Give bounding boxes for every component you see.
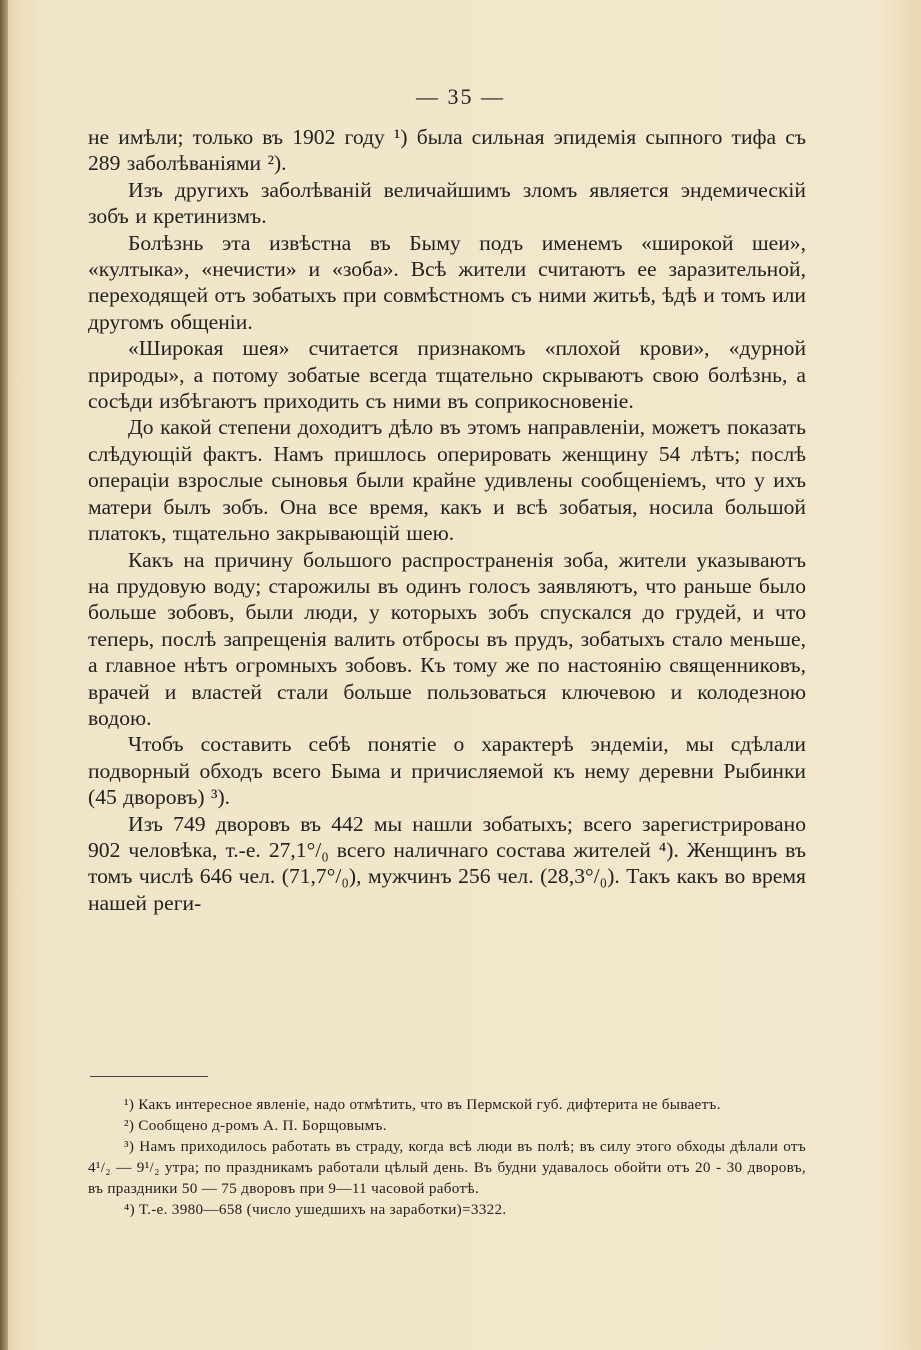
- page-number: — 35 —: [416, 84, 505, 109]
- footnote-4: ⁴) Т.-е. 3980—658 (число ушедшихъ на заработки)=3322.: [124, 1201, 507, 1218]
- footnotes: [88, 1094, 806, 1220]
- paragraph-3: Болѣзнь эта извѣстна въ Быму подъ именемъ «широкой шеи», «култыка», «нечисти» и «зоба». Всѣ жители считаютъ ее заразительной, переходящей отъ зобатыхъ при совмѣстномъ съ ними житьѣ, ѣдѣ и томъ или другомъ общеніи.: [88, 230, 806, 334]
- footnote-3: ³) Намъ приходилось работать въ страду, когда всѣ люди въ полѣ; въ силу этого обходы дѣлали отъ 4¹/₂ — 9¹/₂ утра; по праздникамъ работали цѣлый день. Въ будни удавалось обойти отъ 20 - 30 дворовъ, въ праздники 50 — 75 дворовъ при 9—11 часовой работѣ.: [88, 1138, 806, 1197]
- main-text: [88, 124, 806, 916]
- paragraph-4: «Широкая шея» считается признакомъ «плохой крови», «дурной природы», а потому зобатые всегда тщательно скрываютъ свою болѣзнь, а сосѣди избѣгаютъ приходить съ ними въ соприкосновеніе.: [88, 336, 806, 414]
- paragraph-6: Какъ на причину большого распространенія зоба, жители указываютъ на прудовую воду; старожилы въ одинъ голосъ заявляютъ, что раньше было больше зобовъ, были люди, у которыхъ зобъ спускался до грудей, и что теперь, послѣ запрещенія валить отбросы въ прудъ, зобатыхъ стало меньше, а главное нѣтъ огромныхъ зобовъ. Къ тому же по настоянію священниковъ, врачей и властей стали больше пользоваться ключевою и колодезною водою.: [88, 547, 806, 730]
- footnote-2: ²) Сообщено д-ромъ А. П. Борщовымъ.: [124, 1117, 387, 1134]
- paragraph-2: Изъ другихъ заболѣваній величайшимъ зломъ является эндемическій зобъ и кретинизмъ.: [88, 177, 806, 229]
- footnote-divider: [90, 1076, 208, 1077]
- paragraph-1: не имѣли; только въ 1902 году ¹) была сильная эпидемія сыпного тифа съ 289 заболѣваніями ²).: [88, 125, 806, 176]
- paragraph-8: Изъ 749 дворовъ въ 442 мы нашли зобатыхъ; всего зарегистрировано 902 человѣка, т.-е. 27,1°/₀ всего наличнаго состава жителей ⁴). Женщинъ въ томъ числѣ 646 чел. (71,7°/₀), мужчинъ 256 чел. (28,3°/₀). Такъ какъ во время нашей реги-: [88, 811, 806, 915]
- footnote-1: ¹) Какъ интересное явленіе, надо отмѣтить, что въ Пермской губ. дифтерита не бываетъ.: [124, 1096, 721, 1113]
- paragraph-5: До какой степени доходитъ дѣло въ этомъ направленіи, можетъ показать слѣдующій фактъ. Намъ пришлось оперировать женщину 54 лѣтъ; послѣ операціи взрослые сыновья были крайне удивлены сообщеніемъ, что у ихъ матери былъ зобъ. Она все время, какъ и всѣ зобатыя, носила большой платокъ, тщательно закрывающій шею.: [88, 415, 806, 546]
- paragraph-7: Чтобъ составить себѣ понятіе о характерѣ эндеміи, мы сдѣлали подворный обходъ всего Быма и причисляемой къ нему деревни Рыбинки (45 дворовъ) ³).: [88, 732, 806, 810]
- binding-edge: [0, 0, 8, 1350]
